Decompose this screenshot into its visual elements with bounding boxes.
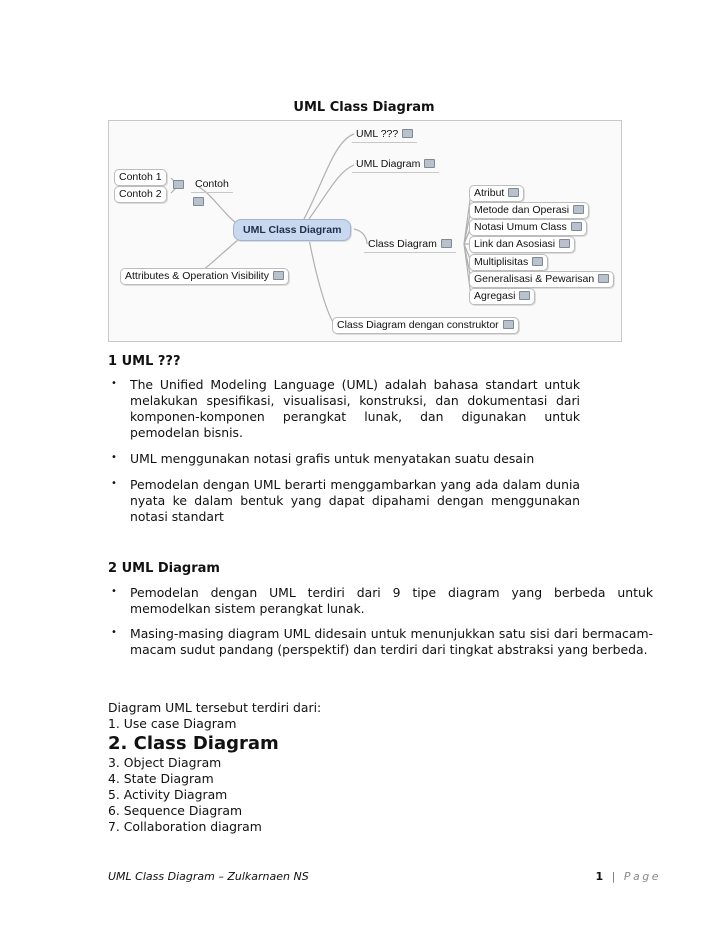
diagram-list-item-1: 1. Use case Diagram <box>108 716 237 731</box>
bullet-dot-icon: • <box>111 586 117 597</box>
node-center-uml-class-diagram: UML Class Diagram <box>233 219 351 241</box>
note-icon <box>273 271 284 280</box>
node-generalisasi-pewarisan: Generalisasi & Pewarisan <box>469 271 614 288</box>
node-contoh-2: Contoh 2 <box>114 186 167 203</box>
footer-page-label: Page <box>623 870 661 883</box>
bullet-dot-icon: • <box>111 378 117 389</box>
footer-separator: | <box>611 870 618 883</box>
node-link-asosiasi: Link dan Asosiasi <box>469 236 575 253</box>
note-icon <box>573 205 584 214</box>
diagram-list-item-3: 3. Object Diagram <box>108 755 222 770</box>
diagram-list-item-2: 2. Class Diagram <box>108 733 279 754</box>
diagram-list-item-5: 5. Activity Diagram <box>108 787 228 802</box>
node-contoh-1: Contoh 1 <box>114 169 167 186</box>
note-icon <box>598 274 609 283</box>
section-1-heading: 1 UML ??? <box>108 354 181 369</box>
node-uml-question: UML ??? <box>352 127 417 143</box>
section-1-bullet-3: • Pemodelan dengan UML berarti menggambarkan yang ada dalam dunia nyata ke dalam bentuk yang dapat dipahami dengan menggunakan notasi standart <box>111 477 580 524</box>
diagram-list-intro: Diagram UML tersebut terdiri dari: <box>108 700 322 715</box>
footer-page-indicator <box>596 870 662 883</box>
note-icon <box>532 257 543 266</box>
node-metode-operasi: Metode dan Operasi <box>469 202 589 219</box>
note-icon <box>519 291 530 300</box>
node-atribut: Atribut <box>469 185 524 202</box>
section-2-heading: 2 UML Diagram <box>108 561 220 576</box>
node-multiplisitas: Multiplisitas <box>469 254 548 271</box>
section-1-bullet-2: • UML menggunakan notasi grafis untuk menyatakan suatu desain <box>111 451 535 466</box>
node-uml-diagram: UML Diagram <box>352 157 439 173</box>
note-icon <box>173 180 184 189</box>
diagram-list-item-4: 4. State Diagram <box>108 771 214 786</box>
note-icon <box>193 197 204 206</box>
footer-page-number: 1 <box>595 870 606 883</box>
node-agregasi: Agregasi <box>469 288 535 305</box>
node-contoh: Contoh <box>191 177 233 193</box>
note-icon <box>402 129 413 138</box>
diagram-list-item-7: 7. Collaboration diagram <box>108 819 262 834</box>
section-1-bullet-1: • The Unified Modeling Language (UML) adalah bahasa standart untuk melakukan spesifikasi, visualisasi, konstruksi, dan dokumentasi dari komponen-komponen perangkat lunak, dan digunakan untuk pemodelan bisnis. <box>111 377 580 440</box>
node-attributes-visibility: Attributes & Operation Visibility <box>120 268 289 285</box>
note-icon <box>559 239 570 248</box>
bullet-dot-icon: • <box>111 478 117 489</box>
document-title: UML Class Diagram <box>293 100 435 115</box>
note-icon <box>441 239 452 248</box>
note-icon <box>571 222 582 231</box>
note-icon <box>424 159 435 168</box>
note-icon <box>508 188 519 197</box>
bullet-dot-icon: • <box>111 452 117 463</box>
node-class-diagram: Class Diagram <box>364 237 456 253</box>
mind-map <box>108 120 622 342</box>
note-icon <box>503 320 514 329</box>
page-footer <box>108 870 661 883</box>
section-2-bullet-2: • Masing-masing diagram UML didesain untuk menunjukkan satu sisi dari bermacam-macam sudut pandang (perspektif) dan terdiri dari tingkat abstraksi yang berbeda. <box>111 626 653 657</box>
section-2-bullet-1: • Pemodelan dengan UML terdiri dari 9 tipe diagram yang berbeda untuk memodelkan sistem perangkat lunak. <box>111 585 653 616</box>
bullet-dot-icon: • <box>111 627 117 638</box>
node-class-diagram-constructor: Class Diagram dengan construktor <box>332 317 519 334</box>
diagram-list-item-6: 6. Sequence Diagram <box>108 803 243 818</box>
footer-document-label: UML Class Diagram – Zulkarnaen NS <box>108 870 309 883</box>
node-notasi-umum-class: Notasi Umum Class <box>469 219 587 236</box>
